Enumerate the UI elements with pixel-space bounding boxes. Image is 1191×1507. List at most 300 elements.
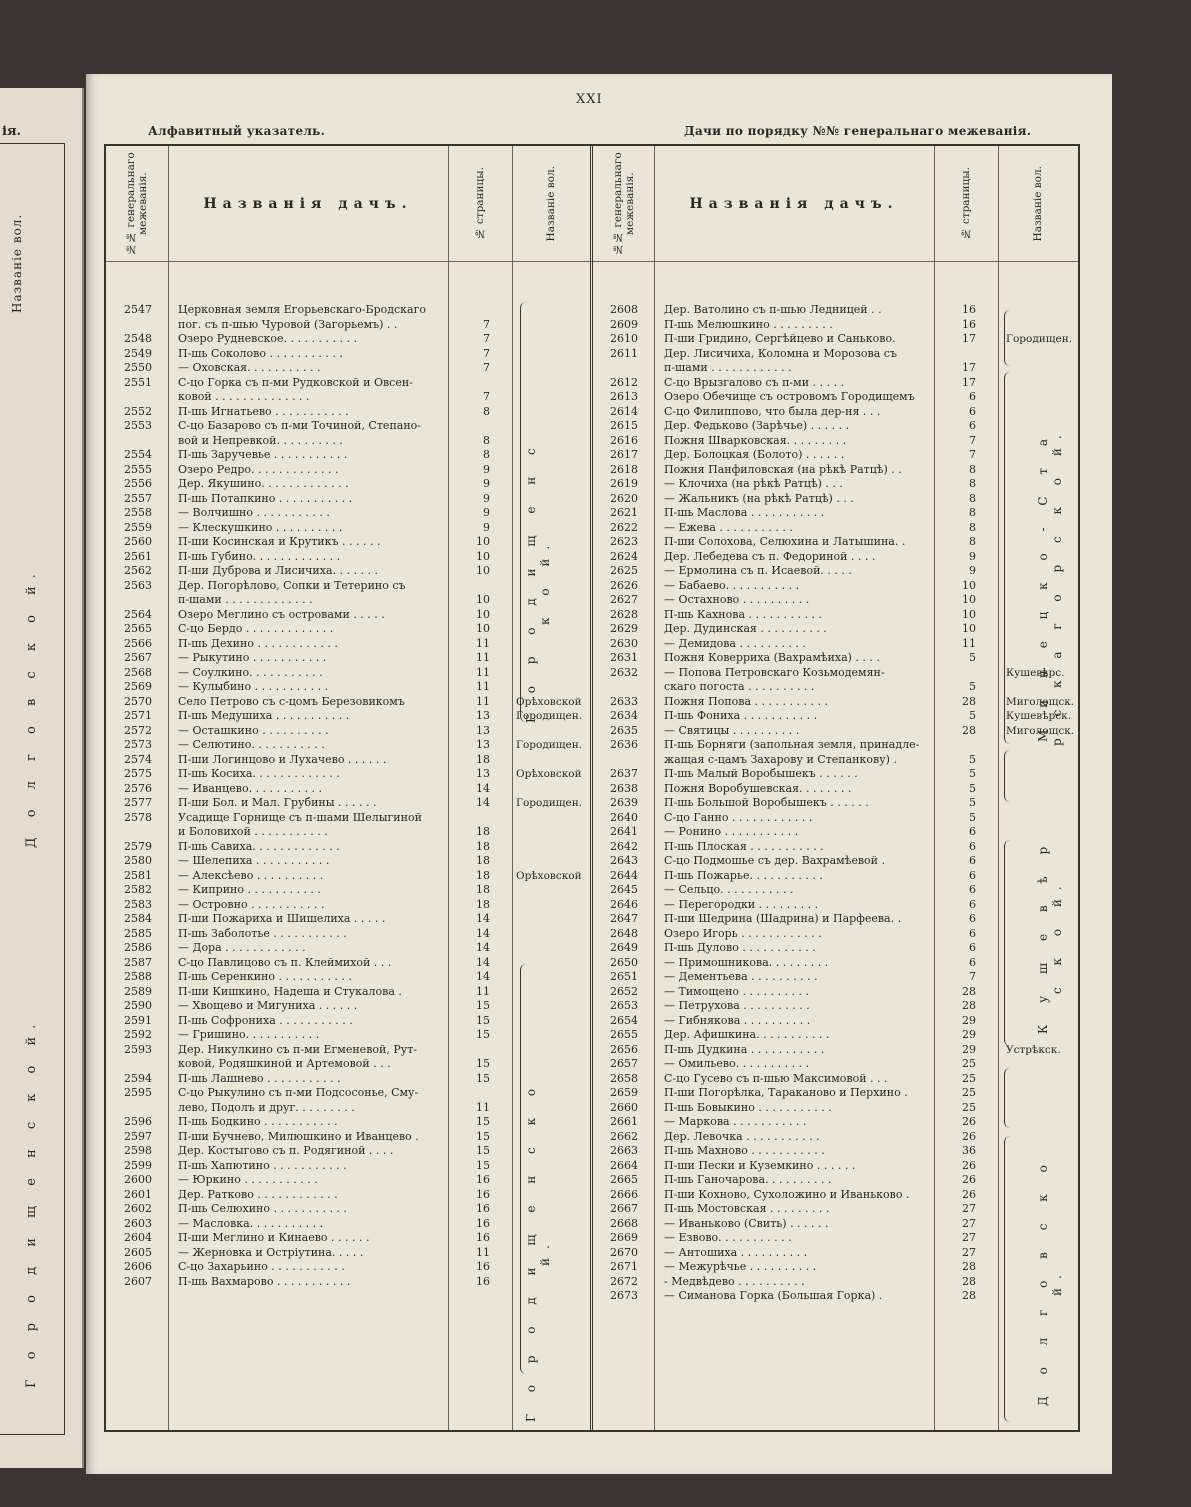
entry-page: 10 <box>962 622 976 635</box>
entry-number: 2636 <box>610 738 638 751</box>
entry-name: — Антошиха . . . . . . . . . . <box>664 1245 808 1259</box>
entry-name: Пожня Шварковская. . . . . . . . . <box>664 433 847 447</box>
entry-page: 17 <box>962 361 976 374</box>
entry-name: П-шь Дудкина . . . . . . . . . . . <box>664 1042 825 1056</box>
entry-page: 13 <box>476 709 490 722</box>
entry-name: С-цо Павлицово съ п. Клеймихой . . . <box>178 955 392 969</box>
col-head-page-text: № страницы. <box>960 167 972 240</box>
entry-number <box>108 390 152 404</box>
entry-page: 7 <box>969 970 976 983</box>
entry-number: 2629 <box>610 622 638 635</box>
brace <box>520 302 527 722</box>
entry-number: 2598 <box>124 1144 152 1157</box>
entry-name: Дер. Левочка . . . . . . . . . . . <box>664 1129 820 1143</box>
entry-name: ковой . . . . . . . . . . . . . . <box>178 390 310 403</box>
entry-name: Дер. Лисичиха, Коломна и Морозова съ <box>664 346 897 360</box>
entry-number: 2660 <box>610 1100 638 1114</box>
volost-name: Устрѣкск. <box>1006 1043 1061 1056</box>
entry-name: — Ежева . . . . . . . . . . . <box>664 520 793 534</box>
entry-number: 2570 <box>124 694 152 708</box>
entry-number: 2548 <box>124 332 152 345</box>
entry-page: 9 <box>483 506 490 519</box>
entry-page: 6 <box>969 854 976 867</box>
entry-page: 6 <box>969 839 976 853</box>
entry-page: 26 <box>962 1115 976 1128</box>
entry-number <box>108 318 152 332</box>
entry-name: — Киприно . . . . . . . . . . . <box>178 883 321 896</box>
entry-number: 2564 <box>124 607 152 621</box>
entry-number <box>108 593 152 607</box>
entry-name: п-шами . . . . . . . . . . . . <box>664 361 792 374</box>
entry-page: 15 <box>476 1028 490 1041</box>
entry-name: — Остахново . . . . . . . . . . <box>664 593 810 606</box>
entry-number: 2654 <box>610 1013 638 1027</box>
entry-number: 2659 <box>610 1086 638 1099</box>
entry-number: 2642 <box>610 839 638 853</box>
entry-name: П-шь Серенкино . . . . . . . . . . . <box>178 970 352 983</box>
entry-page: 26 <box>962 1187 976 1201</box>
entry-number: 2672 <box>610 1274 638 1288</box>
entry-number: 2556 <box>124 477 152 490</box>
entry-page: 28 <box>962 1289 976 1302</box>
entry-name: Пожня Воробушевская. . . . . . . . <box>664 781 852 795</box>
prev-page-column-label: Названіе вол. <box>10 213 24 313</box>
entry-page: 7 <box>483 332 490 345</box>
entry-page: 13 <box>476 723 490 737</box>
entry-number: 2567 <box>124 651 152 664</box>
entry-page: 5 <box>969 651 976 664</box>
entry-number <box>108 1101 152 1115</box>
entry-number: 2646 <box>610 897 638 911</box>
entry-page: 18 <box>476 897 490 911</box>
entry-name: — Гибнякова . . . . . . . . . . <box>664 1013 811 1027</box>
entry-name: С-цо Гусево съ п-шью Максимовой . . . <box>664 1071 888 1085</box>
entry-page: 16 <box>476 1187 490 1201</box>
entry-number: 2609 <box>610 317 638 331</box>
entry-page: 18 <box>476 854 490 867</box>
entry-number: 2561 <box>124 549 152 563</box>
entry-number: 2555 <box>124 462 152 476</box>
col-head-page-text: № страницы. <box>474 167 486 240</box>
entry-page: 27 <box>962 1231 976 1244</box>
entry-page: 10 <box>476 607 490 621</box>
volost-name: Миголощск. <box>1006 724 1075 737</box>
right-volost-label-1: М и н е ц к о - С т а р с к а г о р с к о й. <box>1036 426 1064 746</box>
col-head-name-left <box>168 146 448 261</box>
document-page <box>86 74 1112 1474</box>
entry-page: 5 <box>969 709 976 722</box>
entry-page: 10 <box>476 622 490 635</box>
entry-number: 2634 <box>610 709 638 722</box>
entry-number: 2657 <box>610 1057 638 1070</box>
entry-page: 14 <box>476 781 490 795</box>
entry-name: — Ермолина съ п. Исаевой. . . . . <box>664 564 852 577</box>
entry-number: 2586 <box>124 941 152 954</box>
entry-page <box>946 666 976 680</box>
entry-name: П-ши Дуброва и Лисичиха. . . . . . . <box>178 564 378 577</box>
brace <box>520 964 527 1374</box>
entry-page: 8 <box>483 448 490 461</box>
entry-page: 14 <box>476 941 490 954</box>
entry-page: 8 <box>969 477 976 490</box>
entry-number: 2574 <box>124 752 152 766</box>
entry-number: 2624 <box>610 549 638 563</box>
entry-name: П-ши Шедрина (Шадрина) и Парфеева. . <box>664 912 902 925</box>
entry-name: — Рыкутино . . . . . . . . . . . <box>178 651 327 664</box>
entry-name: П-шь Плоская . . . . . . . . . . . <box>664 839 824 853</box>
entry-page: 10 <box>476 564 490 577</box>
entry-name: П-шь Лашнево . . . . . . . . . . . <box>178 1071 341 1085</box>
entry-name: Озеро Игорь . . . . . . . . . . . . <box>664 926 822 940</box>
entry-page: 8 <box>969 462 976 476</box>
entry-page: 15 <box>476 1115 490 1128</box>
entry-page: 7 <box>483 346 490 360</box>
entry-name: Пожня Попова . . . . . . . . . . . <box>664 694 828 708</box>
entry-number: 2673 <box>610 1289 638 1302</box>
entry-name: — Межурѣчье . . . . . . . . . . <box>664 1260 817 1273</box>
entry-page: 11 <box>476 680 490 693</box>
entry-name: Дер. Афишкина. . . . . . . . . . . <box>664 1028 830 1041</box>
entry-number: 2573 <box>124 738 152 751</box>
entry-page: 10 <box>962 578 976 592</box>
entry-number: 2576 <box>124 781 152 795</box>
entry-page: 15 <box>476 1071 490 1085</box>
entry-number: 2615 <box>610 419 638 432</box>
entry-name: П-шь Дехино . . . . . . . . . . . . <box>178 636 338 650</box>
entry-number: 2647 <box>610 912 638 925</box>
entry-number: 2602 <box>124 1202 152 1215</box>
entry-name: П-ши Погорѣлка, Тараканово и Перхино . <box>664 1086 908 1099</box>
entry-page: 11 <box>476 1100 490 1114</box>
entry-page: 16 <box>476 1173 490 1186</box>
entry-name: С-цо Филиппово, что была дер-ня . . . <box>664 404 881 418</box>
header-right: Дачи по порядку №№ генеральнаго межеванія. <box>684 124 1032 138</box>
entry-name: — Святицы . . . . . . . . . . <box>664 723 800 737</box>
entry-page: 6 <box>969 404 976 418</box>
entry-name: П-ши Кишкино, Надеша и Стукалова . <box>178 984 402 998</box>
entry-name: С-цо Бердо . . . . . . . . . . . . . <box>178 622 334 635</box>
entry-name: — Волчишно . . . . . . . . . . . <box>178 506 330 519</box>
entry-name: скаго погоста . . . . . . . . . . <box>664 680 815 693</box>
entry-page: 10 <box>962 607 976 621</box>
col-head-volost-left <box>512 146 590 261</box>
entry-name: — Жерновка и Остріутина. . . . . <box>178 1245 364 1259</box>
entry-page: 10 <box>476 549 490 563</box>
entry-number: 2568 <box>124 665 152 679</box>
entry-page: 9 <box>969 564 976 577</box>
entry-name: П-ши Бучнево, Милюшкино и Иванцево . <box>178 1129 419 1143</box>
entry-page: 26 <box>962 1158 976 1172</box>
entry-page <box>460 419 490 433</box>
brace <box>1004 750 1011 802</box>
entry-page: 16 <box>476 1202 490 1215</box>
col-divider <box>512 146 513 1430</box>
entry-number: 2554 <box>124 448 152 461</box>
brace <box>1004 372 1011 744</box>
previous-page-edge <box>0 88 84 1468</box>
volost-name: Кушевѣрск. <box>1006 710 1072 722</box>
col-head-name-text: Названія дачъ. <box>689 195 899 212</box>
entry-page: 9 <box>483 477 490 490</box>
entry-number: 2562 <box>124 564 152 577</box>
entry-page: 18 <box>476 752 490 766</box>
entry-number: 2669 <box>610 1231 638 1244</box>
entry-page <box>460 811 490 825</box>
col-head-number-text: №№ генеральнаго межеванія. <box>125 152 149 255</box>
entry-name: П-шь Вахмарово . . . . . . . . . . . <box>178 1274 351 1288</box>
entry-name: П-ши Солохова, Селюхина и Латышина. . <box>664 535 906 548</box>
entry-number: 2633 <box>610 694 638 708</box>
entry-page: 7 <box>483 390 490 403</box>
entry-name: — Клочиха (на рѣкѣ Ратцѣ) . . . <box>664 477 843 490</box>
volost-name: Городищен. <box>516 710 583 722</box>
entry-page: 5 <box>969 796 976 809</box>
entry-name: — Тимощено . . . . . . . . . . <box>664 984 809 998</box>
entry-page: 6 <box>969 897 976 911</box>
entry-name: П-шь Махново . . . . . . . . . . . <box>664 1144 825 1157</box>
entry-number: 2619 <box>610 477 638 490</box>
entry-number <box>594 680 638 694</box>
entry-name: — Омильево. . . . . . . . . . . <box>664 1057 810 1070</box>
entry-number: 2578 <box>124 810 152 824</box>
entry-name: П-шь Бовыкино . . . . . . . . . . . <box>664 1100 832 1114</box>
entry-page: 29 <box>962 1028 976 1041</box>
entry-number: 2639 <box>610 796 638 809</box>
entry-name: — Бабаево. . . . . . . . . . . <box>664 578 800 592</box>
entry-number: 2600 <box>124 1173 152 1186</box>
entry-number: 2617 <box>610 448 638 461</box>
entry-page: 27 <box>962 1245 976 1259</box>
entry-number: 2637 <box>610 767 638 780</box>
entry-name: — Шелепиха . . . . . . . . . . . <box>178 854 330 867</box>
entry-page: 17 <box>962 332 976 345</box>
entry-page: 11 <box>476 694 490 708</box>
entry-name: — Соулкино. . . . . . . . . . . <box>178 665 323 679</box>
entry-number: 2632 <box>610 665 638 679</box>
entry-name: П-ши Гридино, Сергѣйцево и Саньково. <box>664 332 896 345</box>
entry-page: 6 <box>969 390 976 403</box>
entry-name: — Езвово. . . . . . . . . . . <box>664 1231 792 1244</box>
entry-page: 7 <box>969 433 976 447</box>
entry-number: 2665 <box>610 1173 638 1186</box>
entry-name: Пожня Коверриха (Вахрамѣиха) . . . . <box>664 651 880 664</box>
entry-page: 18 <box>476 839 490 853</box>
entry-page: 28 <box>962 984 976 998</box>
col-divider <box>654 146 655 1430</box>
entry-page: 11 <box>962 636 976 650</box>
entry-number: 2594 <box>124 1071 152 1085</box>
entry-number: 2648 <box>610 926 638 940</box>
volost-name: Орѣховской <box>516 768 582 780</box>
entry-name: С-цо Ганно . . . . . . . . . . . . <box>664 810 813 824</box>
entry-number <box>594 361 638 375</box>
entry-page: 25 <box>962 1100 976 1114</box>
entry-number: 2607 <box>124 1274 152 1288</box>
entry-number: 2666 <box>610 1187 638 1201</box>
entry-name: — Перегородки . . . . . . . . . <box>664 897 819 911</box>
entry-name: — Кулыбино . . . . . . . . . . . <box>178 680 329 693</box>
entry-page: 11 <box>476 1245 490 1259</box>
entry-name: — Селютино. . . . . . . . . . . <box>178 738 325 751</box>
entry-page: 25 <box>962 1071 976 1085</box>
entry-name: П-шь Хапютино . . . . . . . . . . . <box>178 1158 347 1172</box>
entry-page: 8 <box>483 404 490 418</box>
entry-number: 2627 <box>610 593 638 606</box>
entry-number: 2582 <box>124 883 152 896</box>
entry-number: 2640 <box>610 810 638 824</box>
entry-number: 2572 <box>124 723 152 737</box>
entry-page: 17 <box>962 375 976 389</box>
entry-name: П-шь Пожарье. . . . . . . . . . . <box>664 868 823 882</box>
entry-name: С-цо Подмошье съ дер. Вахрамѣевой . <box>664 854 885 867</box>
entry-number: 2658 <box>610 1071 638 1085</box>
entry-page: 8 <box>969 491 976 505</box>
entry-page: 29 <box>962 1013 976 1027</box>
entry-name: П-шь Малый Воробышекъ . . . . . . <box>664 767 858 780</box>
entry-name: — Масловка. . . . . . . . . . . <box>178 1216 324 1230</box>
entry-number: 2606 <box>124 1260 152 1273</box>
entry-page: 28 <box>962 723 976 737</box>
volost-name: Миголощск. <box>1006 695 1075 708</box>
entry-page <box>460 303 490 317</box>
col-divider <box>934 146 935 1430</box>
entry-number: 2670 <box>610 1245 638 1259</box>
entry-page: 6 <box>969 912 976 925</box>
entry-page <box>946 347 976 361</box>
entry-name: жащая с-цамъ Захарову и Степанкову) . <box>664 752 897 766</box>
entry-page: 16 <box>476 1231 490 1244</box>
col-head-page-left <box>448 146 512 261</box>
entry-page: 28 <box>962 1274 976 1288</box>
entry-name: — Гришино. . . . . . . . . . . <box>178 1028 320 1041</box>
entry-name: С-цо Базарово съ п-ми Точиной, Степано- <box>178 419 422 432</box>
entry-name: П-шь Заболотье . . . . . . . . . . . <box>178 926 347 940</box>
entry-number: 2668 <box>610 1216 638 1230</box>
entry-name: Дер. Погорѣлово, Сопки и Тетерино съ <box>178 578 406 592</box>
volost-name: Городищен. <box>516 797 583 809</box>
entry-name: Дер. Федьково (Зарѣчье) . . . . . . <box>664 419 850 432</box>
entry-page: 27 <box>962 1202 976 1215</box>
entry-name: П-шь Игнатьево . . . . . . . . . . . <box>178 404 349 418</box>
entry-page: 10 <box>476 535 490 548</box>
col-head-number-left <box>106 146 168 261</box>
entry-name: — Демидова . . . . . . . . . . <box>664 636 806 650</box>
entry-page: 7 <box>483 361 490 374</box>
entry-number: 2559 <box>124 520 152 534</box>
entry-name: С-цо Горка съ п-ми Рудковской и Овсен- <box>178 375 413 389</box>
entry-name: Дер. Ватолино съ п-шью Ледницей . . <box>664 303 882 316</box>
entry-number: 2641 <box>610 825 638 838</box>
entry-page: 28 <box>962 694 976 708</box>
entry-number: 2589 <box>124 984 152 998</box>
left-volost-label-2: Г о р о д и щ е н с к о й. <box>524 1079 552 1423</box>
entry-name: П-шь Софрониха . . . . . . . . . . . <box>178 1013 353 1027</box>
entry-number: 2613 <box>610 390 638 403</box>
entry-page: 9 <box>483 520 490 534</box>
entry-number: 2563 <box>124 578 152 592</box>
entry-name: П-ши Бол. и Мал. Грубины . . . . . . <box>178 796 377 809</box>
prev-page-volost-label-bottom: Г о р о д и щ е н с к о й. <box>24 1016 39 1388</box>
entry-name: Озеро Меглино съ островами . . . . . <box>178 607 385 621</box>
entry-page: 7 <box>483 317 490 331</box>
entry-name: — Иваньково (Свить) . . . . . . <box>664 1216 829 1230</box>
entry-number: 2566 <box>124 636 152 650</box>
entry-number: 2601 <box>124 1187 152 1201</box>
entry-name: П-шь Ганочарова. . . . . . . . . . <box>664 1173 832 1186</box>
entry-number: 2585 <box>124 926 152 940</box>
entry-name: Пожня Панфиловская (на рѣкѣ Ратцѣ) . . <box>664 462 902 476</box>
entry-number: 2635 <box>610 723 638 737</box>
volost-name: Городищен. <box>1006 333 1073 345</box>
entry-page: 18 <box>476 868 490 882</box>
entry-name: ковой, Родяшкиной и Артемовой . . . <box>178 1057 391 1070</box>
entry-name: Село Петрово съ с-цомъ Березовикомъ <box>178 694 405 708</box>
entry-page: 16 <box>476 1274 490 1288</box>
entry-page: 5 <box>969 781 976 795</box>
volost-name: Орѣховской <box>516 695 582 708</box>
entry-name: Озеро Редро. . . . . . . . . . . . . <box>178 462 339 476</box>
brace <box>1004 1136 1011 1422</box>
entry-name: Церковная земля Егорьевскаго-Бродскаго <box>178 303 426 316</box>
entry-name: С-цо Врызгалово съ п-ми . . . . . <box>664 375 845 389</box>
entry-page: 6 <box>969 419 976 432</box>
entry-number: 2630 <box>610 636 638 650</box>
entry-number: 2592 <box>124 1028 152 1041</box>
volost-name: Городищен. <box>516 739 583 751</box>
entry-number: 2575 <box>124 767 152 780</box>
entry-page: 9 <box>969 549 976 563</box>
entry-name: П-шь Бодкино . . . . . . . . . . . <box>178 1115 338 1128</box>
col-divider <box>448 146 449 1430</box>
entry-number: 2552 <box>124 404 152 418</box>
entry-number: 2671 <box>610 1260 638 1273</box>
entry-page: 8 <box>483 433 490 447</box>
entry-page: 6 <box>969 955 976 969</box>
entry-name: — Дора . . . . . . . . . . . . <box>178 941 306 954</box>
entry-name: — Сельцо. . . . . . . . . . . <box>664 883 794 896</box>
entry-page: 8 <box>969 535 976 548</box>
entry-page: 16 <box>476 1216 490 1230</box>
right-volost-label-3: Д о л г о в с к о й. <box>1036 1156 1064 1406</box>
entry-name: П-шь Потапкино . . . . . . . . . . . <box>178 491 353 505</box>
entry-number: 2584 <box>124 912 152 925</box>
entry-page: 28 <box>962 1260 976 1273</box>
entry-page: 13 <box>476 738 490 751</box>
entry-page: 5 <box>969 810 976 824</box>
entry-number: 2655 <box>610 1028 638 1041</box>
entry-name: Дер. Лебедева съ п. Федориной . . . . <box>664 549 876 563</box>
entry-page: 5 <box>969 680 976 693</box>
entry-page: 25 <box>962 1057 976 1070</box>
entry-page: 11 <box>476 984 490 998</box>
entry-page: 14 <box>476 955 490 969</box>
entry-page: 16 <box>962 303 976 316</box>
entry-page: 36 <box>962 1144 976 1157</box>
entry-page: 15 <box>476 1057 490 1070</box>
entry-name: пог. съ п-шью Чуровой (Загорьемъ) . . <box>178 317 398 331</box>
volost-name: Орѣховской <box>516 869 582 882</box>
entry-number: 2580 <box>124 854 152 867</box>
prev-page-volost-label-top: Д о л г о в с к о й. <box>24 566 39 848</box>
entry-page: 6 <box>969 941 976 954</box>
entry-name: — Осташкино . . . . . . . . . . <box>178 723 329 737</box>
entry-name: — Маркова . . . . . . . . . . . <box>664 1115 807 1128</box>
entry-number: 2588 <box>124 970 152 983</box>
entry-name: П-шь Соколово . . . . . . . . . . . <box>178 346 343 360</box>
col-divider <box>998 146 999 1430</box>
entry-page: 9 <box>483 491 490 505</box>
entry-number: 2611 <box>610 346 638 360</box>
